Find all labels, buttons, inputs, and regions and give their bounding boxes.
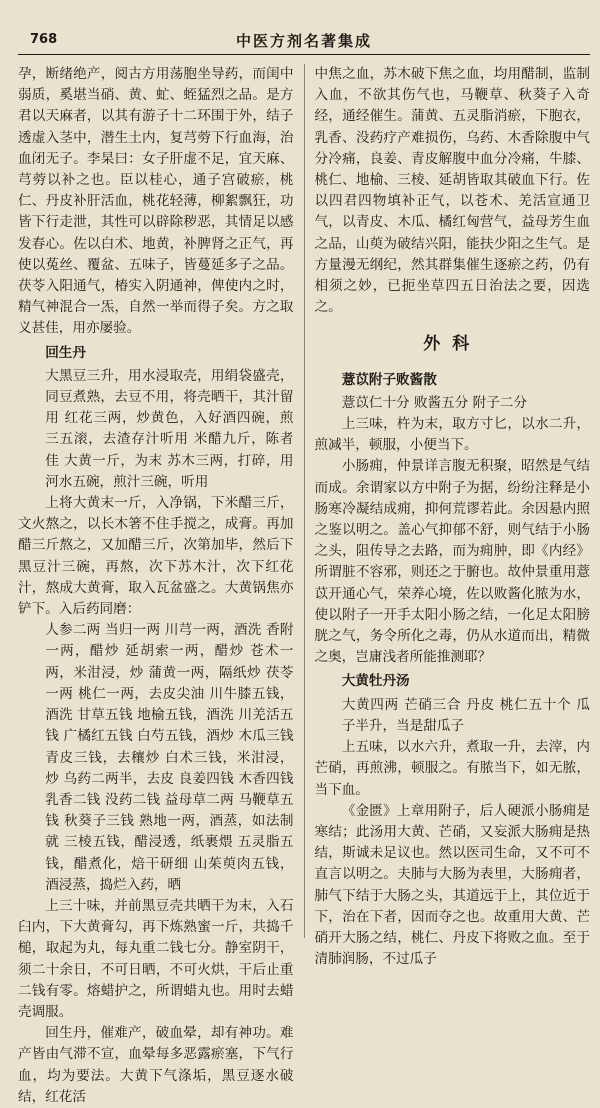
paragraph: 《金匮》上章用附子，后人硬派小肠痈是寒结；此汤用大黄、芒硝，又妄派大肠痈是热结，斯诚未足议也。然以医司生命，又不可不直言以明之。夫肺与大肠为表里，大肠痈者，肺气下结于大肠之头，其道远于上，其位近于下，治在下者，因而夺之也。故重用大黄、芒硝开大肠之结，桃仁、丹皮下将败之血。至于清肺润肠，不过瓜子 bbox=[314, 802, 590, 968]
recipe-ingredients: 大黄四两 芒硝三合 丹皮 桃仁五十个 瓜子半升，当是甜瓜子 bbox=[341, 696, 590, 734]
recipe-title: 薏苡附子败酱散 bbox=[341, 371, 437, 388]
recipe-ingredients: 人参二两 当归一两 川芎一两，酒洗 香附一两，醋炒 延胡索一两，醋炒 苍术一两，米泔浸，炒 蒲黄一两，隔纸炒 茯苓一两 桃仁一两，去皮尖油 川牛膝五钱，酒洗 甘草五钱 地榆五钱，酒洗 川羌活五钱 广橘红五钱 白芍五钱，酒炒 木瓜三钱 青皮三钱，去穰炒 白术三钱，米泔浸，炒 乌药二两半，去皮 良姜四钱 木香四钱 乳香二钱 没药二钱 益母草二两 马鞭草五钱 秋葵子三钱 熟地一两，酒蒸，如法制就 三棱五钱，醋浸透，纸裹煨 五灵脂五钱，醋煮化，焙干研细 山茱萸肉五钱，酒浸蒸，捣烂入药，晒 bbox=[45, 622, 294, 893]
paragraph: 小肠痈，仲景详言腹无积聚，昭然是气结而成。余谓家以方中附子为据，纷纷注释是小肠寒冷凝结成痈，抑何荒谬若此。余因悬内照之鉴以明之。盖心气抑郁不舒，则气结于小肠之头，阻传导之去路，而为痈肿，即《内经》所谓脏不容邪，则还之于腑也。故仲景重用薏苡开通心气，荣养心境，佐以败酱化脓为水，使以附子一开手太阳小肠之结，一化足太阳膀胱之气，务令所化之毒，仍从水道而出，精微之奥，岂庸浅者所能推测耶？ bbox=[314, 458, 590, 666]
recipe-ingredients: 薏苡仁十分 败酱五分 附子二分 bbox=[341, 394, 528, 411]
recipe-ingredients: 大黑豆三升，用水浸取壳，用绢袋盛壳，同豆煮熟，去豆不用，将壳晒干，其汁留用 红花三两，炒黄色，入好酒四碗，煎三五滚，去渣存汁听用 米醋九斤，陈者佳 大黄一斤，为末 苏木三两，打碎，用河水五碗，煎汁三碗，听用 bbox=[45, 367, 294, 490]
page-header bbox=[18, 28, 590, 55]
recipe-title: 大黄牡丹汤 bbox=[341, 673, 410, 690]
paragraph: 孕，断绪绝产，阅古方用荡胞坐导药，而闺中弱质，奚堪当硝、黄、虻、蛭猛烈之品。是方君以天麻者，以其有游子十二环围于外，结子透虚入茎中，潜生土内，复芎䓖下行血海，治血闭无子。李杲曰：女子肝虚不足，宜天麻、芎䓖以补之也。臣以桂心，通子宫破瘀，桃仁、丹皮补肝活血，桃花轻薄，柳絮飘狂，功皆下行走泄，其性可以辟除秽恶，其情足以感发春心。佐以白术、地黄，补脾肾之正气，再使以菟丝、覆盆、五味子，皆蔓延多子之品。茯苓入阳通气，椿实入阴通神，俾使内之时，精气神混合一炁，自然一举而得子矣。方之取义甚佳，用亦屡验。 bbox=[18, 66, 294, 337]
recipe-title: 回生丹 bbox=[45, 344, 86, 361]
page-number: 768 bbox=[30, 32, 58, 47]
paragraph: 上五味，以水六升，煮取一升，去滓，内芒硝，再煎沸，顿服之。有脓当下，如无脓，当下血。 bbox=[314, 739, 590, 798]
running-head: 中医方剂名著集成 bbox=[235, 32, 372, 50]
left-column bbox=[18, 64, 305, 1105]
paragraph: 上将大黄末一斤，入净锅，下米醋三斤，文火熬之，以长木箸不住手搅之，成膏。再加醋三斤熬之，又加醋三斤，次第加毕，然后下黑豆汁三碗，再熬，次下苏木汁，次下红花汁，熬成大黄膏，取入瓦盆盛之。大黄锅焦亦铲下。入后药同磨： bbox=[18, 495, 294, 618]
paragraph: 上三十味，并前黑豆壳共晒干为末，入石臼内，下大黄膏勾，再下炼熟蜜一斤，共捣千槌，取起为丸，每丸重二钱七分。静室阴干，须二十余日，不可日晒，不可火烘，干后止重二钱有零。熔蜡护之，所谓蜡丸也。用时去蜡壳调服。 bbox=[18, 897, 294, 1020]
section-heading: 外科 bbox=[423, 334, 482, 355]
text-columns bbox=[18, 64, 590, 1105]
right-column bbox=[305, 64, 591, 968]
paragraph: 中焦之血，苏木破下焦之血，均用醋制，监制入血，不欲其伤气也，马鞭草、秋葵子入奇经，通经催生。蒲黄、五灵脂消瘀，下胞衣，乳香、没药疗产难损伤，乌药、木香除腹中气分冷痛，良姜、青皮解腹中血分冷痛，牛膝、桃仁、地榆、三棱、延胡皆取其破血下行。佐以四君四物填补正气，以苍术、羌活宣通卫气，以青皮、木瓜、橘红匈营气，益母芳生血之品，山萸为破结兴阳，能扶少阳之生气。是方量漫无纲纪，然其群集催生逐瘀之药，仍有相须之妙，已扼坐草四五日治法之要，因选之。 bbox=[314, 66, 590, 316]
paragraph: 上三味，杵为末，取方寸匕，以水二升，煎减半，顿服，小便当下。 bbox=[314, 416, 590, 454]
paragraph: 回生丹，催难产，破血晕，却有神功。难产皆由气滞不宣，血晕每多恶露瘀塞，下气行血，均为要法。大黄下气涤垢，黑豆逐水破结，红花活 bbox=[18, 1025, 294, 1105]
